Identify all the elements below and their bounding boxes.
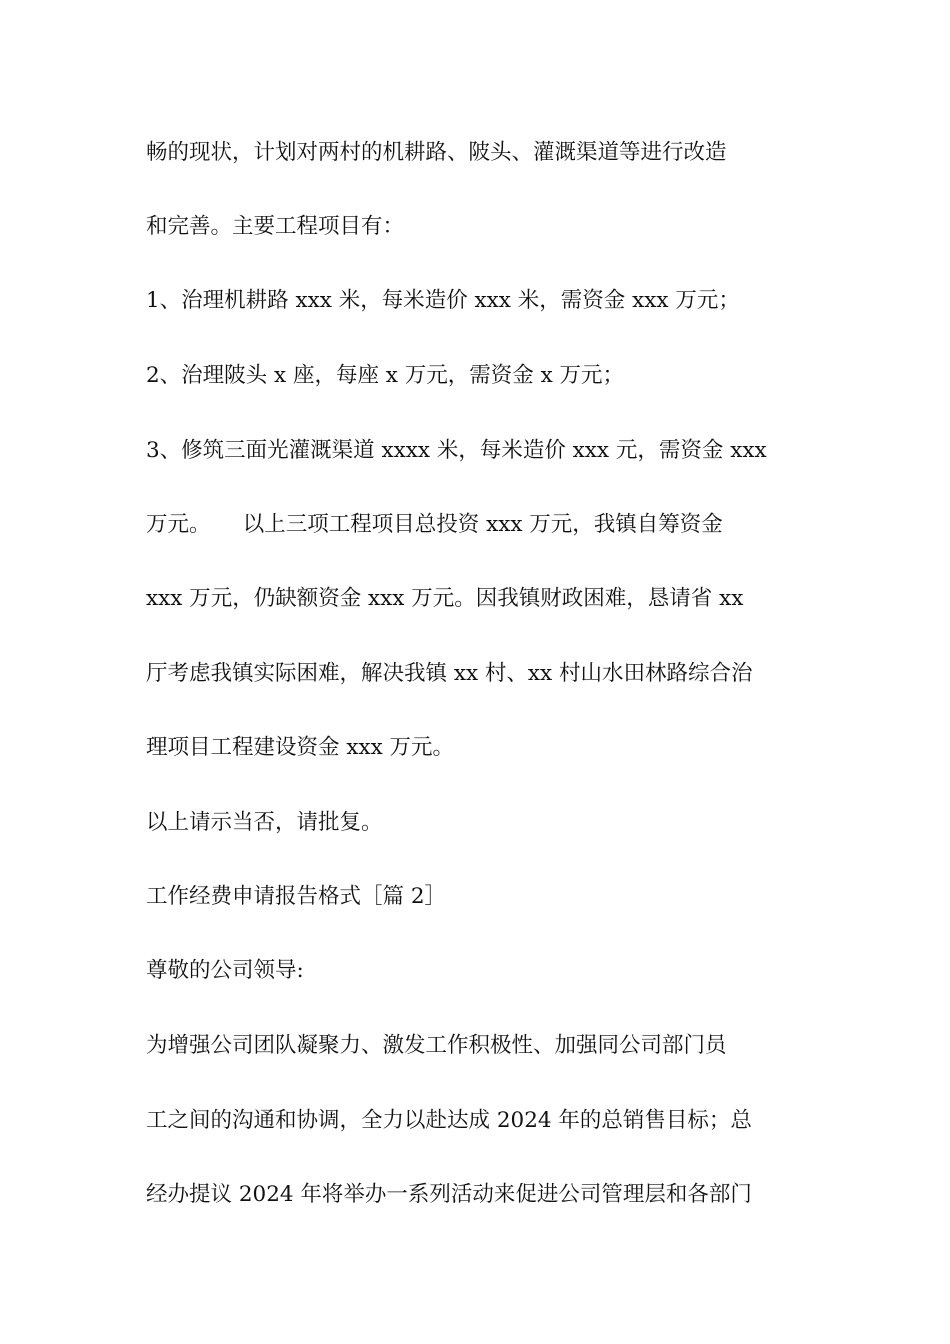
body-line-14: 工之间的沟通和协调，全力以赴达成 2024 年的总销售目标；总 (146, 1108, 752, 1133)
closing-request: 以上请示当否，请批复。 (146, 810, 383, 835)
body-line-6: 万元。 以上三项工程项目总投资 xxx 万元，我镇自筹资金 (146, 512, 723, 537)
body-line-15: 经办提议 2024 年将举办一系列活动来促进公司管理层和各部门 (146, 1182, 752, 1207)
section-heading: 工作经费申请报告格式［篇 2］ (146, 884, 447, 909)
body-line-9: 理项目工程建设资金 xxx 万元。 (146, 735, 455, 760)
body-line-8: 厅考虑我镇实际困难，解决我镇 xx 村、xx 村山水田林路综合治 (146, 661, 753, 686)
list-item-3: 3、修筑三面光灌溉渠道 xxxx 米，每米造价 xxx 元，需资金 xxx (146, 438, 767, 463)
body-line-7: xxx 万元，仍缺额资金 xxx 万元。因我镇财政困难，恳请省 xx (146, 586, 744, 611)
body-line-1: 畅的现状，计划对两村的机耕路、陂头、灌溉渠道等进行改造 (146, 140, 727, 165)
salutation: 尊敬的公司领导: (146, 958, 304, 983)
body-line-2: 和完善。主要工程项目有： (146, 214, 405, 239)
list-item-2: 2、治理陂头 x 座，每座 x 万元，需资金 x 万元； (146, 363, 625, 388)
body-line-13: 为增强公司团队凝聚力、激发工作积极性、加强同公司部门员 (146, 1033, 727, 1058)
list-item-1: 1、治理机耕路 xxx 米，每米造价 xxx 米，需资金 xxx 万元； (146, 288, 740, 313)
